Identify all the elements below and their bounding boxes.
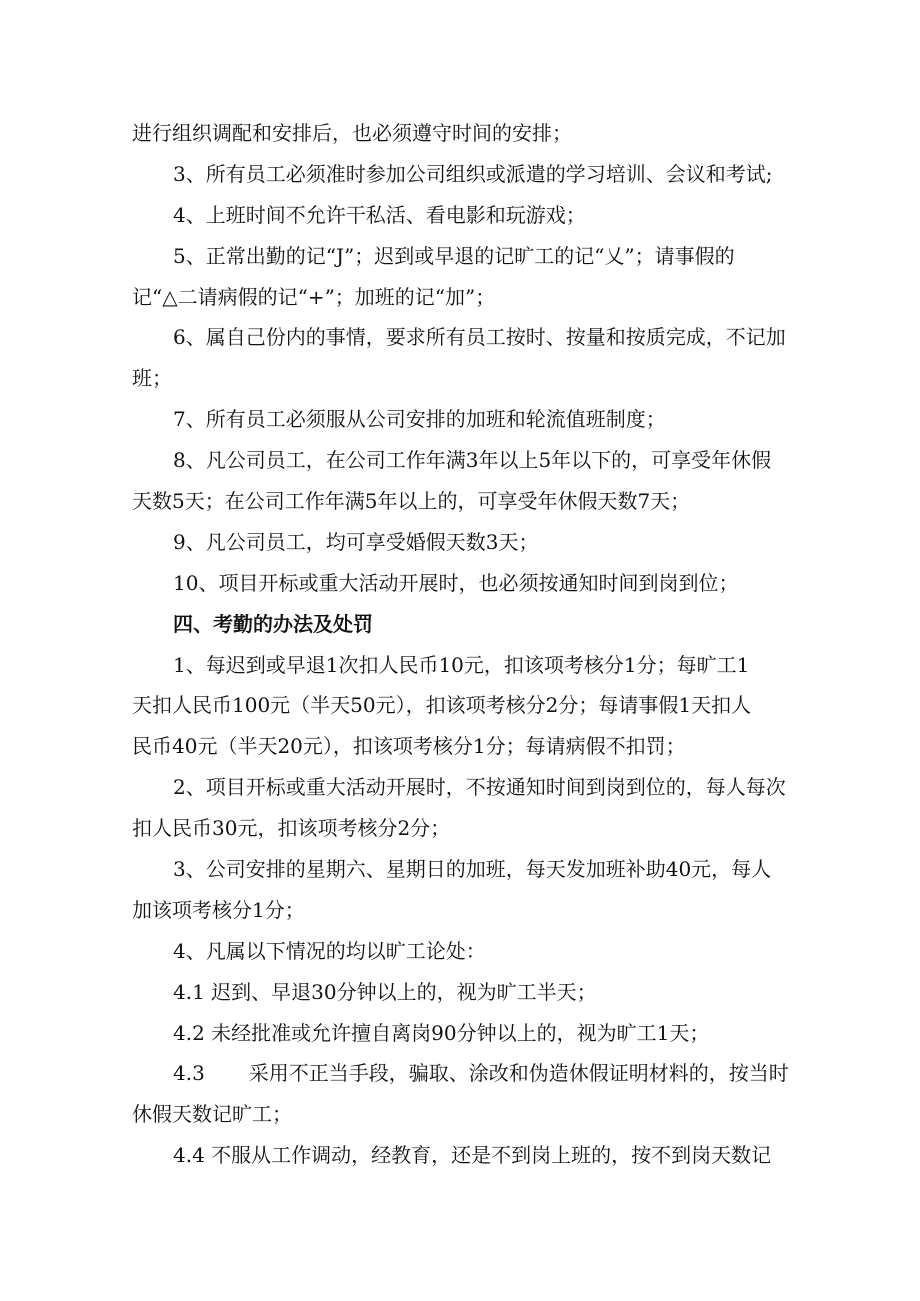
- rule-item-6: 6、属自己份内的事情，要求所有员工按时、按量和按质完成，不记加: [173, 325, 786, 350]
- penalty-item-4-3: [132, 1053, 824, 1094]
- rule-item-7: 7、所有员工必须服从公司安排的加班和轮流值班制度；: [173, 407, 666, 432]
- penalty-item-4: 4、凡属以下情况的均以旷工论处：: [173, 938, 486, 963]
- penalty-item-4-3-continued: 休假天数记旷工；: [132, 1102, 292, 1127]
- penalty-item-2: 2、项目开标或重大活动开展时，不按通知时间到岗到位的，每人每次: [173, 775, 786, 800]
- rule-item-8: 8、凡公司员工，在公司工作年满3年以上5年以下的，可享受年休假: [173, 448, 772, 473]
- rule-item-5: 5、正常出勤的记“J”；迟到或早退的记旷工的记“乂”；请事假的: [173, 243, 735, 268]
- rule-item-3: 3、所有员工必须准时参加公司组织或派遣的学习培训、会议和考试;: [173, 161, 773, 186]
- paragraph-line: 进行组织调配和安排后，也必须遵守时间的安排；: [132, 121, 572, 145]
- penalty-item-2-continued: 扣人民币30元，扣该项考核分2分；: [132, 816, 451, 841]
- penalty-item-1-continued: 天扣人民币100元（半天50元），扣该项考核分2分；每请事假1天扣人: [132, 693, 752, 718]
- rule-item-4: 4、上班时间不允许干私活、看电影和玩游戏；: [173, 202, 586, 227]
- penalty-item-1: 1、每迟到或早退1次扣人民币10元，扣该项考核分1分；每旷工1: [173, 652, 750, 677]
- rule-item-10: 10、项目开标或重大活动开展时，也必须按通知时间到岗到位；: [173, 570, 739, 595]
- penalty-item-4-2: 4.2 未经批准或允许擅自离岗90分钟以上的，视为旷工1天；: [173, 1020, 710, 1045]
- penalty-item-3-continued: 加该项考核分1分；: [132, 897, 305, 922]
- penalty-item-4-4: 4.4 不服从工作调动，经教育，还是不到岗上班的，按不到岗天数记: [173, 1143, 772, 1168]
- section-heading: 四、考勤的办法及处罚: [173, 611, 373, 636]
- rule-item-5-continued: 记“△二请病假的记“+”；加班的记“加”；: [132, 284, 496, 309]
- document-body: [132, 113, 824, 1176]
- penalty-item-4-1: 4.1 迟到、早退30分钟以上的，视为旷工半天；: [173, 979, 597, 1004]
- rule-item-6-continued: 班；: [132, 366, 172, 391]
- penalty-item-1-continued: 民币40元（半天20元），扣该项考核分1分；每请病假不扣罚；: [132, 734, 686, 759]
- rule-item-8-continued: 天数5天；在公司工作年满5年以上的，可享受年休假天数7天；: [132, 489, 691, 514]
- penalty-item-4-3-text: 采用不正当手段，骗取、涂改和伪造休假证明材料的，按当时: [248, 1061, 789, 1086]
- penalty-item-4-3-number: 4.3: [173, 1061, 205, 1086]
- penalty-item-3: 3、公司安排的星期六、星期日的加班，每天发加班补助40元，每人: [173, 857, 772, 882]
- rule-item-9: 9、凡公司员工，均可享受婚假天数3天；: [173, 529, 539, 554]
